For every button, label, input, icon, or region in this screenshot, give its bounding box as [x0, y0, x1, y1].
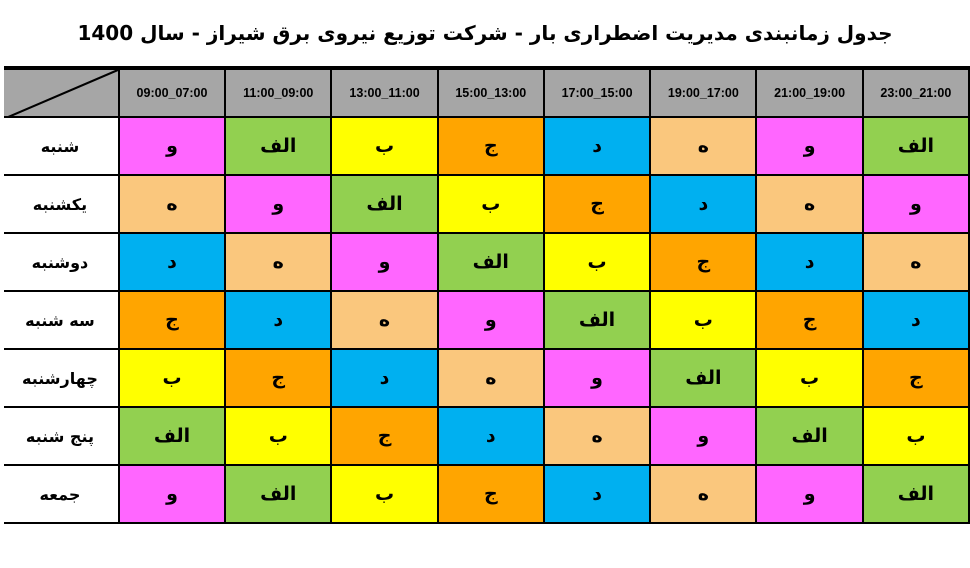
table-row [1, 465, 969, 523]
schedule-cell: الف [119, 407, 225, 465]
schedule-cell: ج [544, 175, 650, 233]
corner-header-cell [1, 69, 119, 117]
table-row [1, 349, 969, 407]
schedule-cell: ج [438, 465, 544, 523]
schedule-cell: الف [544, 291, 650, 349]
schedule-cell: ب [119, 349, 225, 407]
schedule-cell: الف [225, 117, 331, 175]
day-label: جمعه [1, 465, 119, 523]
table-row [1, 291, 969, 349]
day-label: پنج شنبه [1, 407, 119, 465]
schedule-cell: الف [225, 465, 331, 523]
schedule-cell: و [438, 291, 544, 349]
time-header-5: 11:00_13:00 [331, 69, 437, 117]
schedule-cell: و [119, 465, 225, 523]
time-header-6: 09:00_11:00 [225, 69, 331, 117]
schedule-cell: ب [225, 407, 331, 465]
time-header-0: 21:00_23:00 [863, 69, 969, 117]
schedule-cell: و [756, 117, 862, 175]
schedule-cell: ب [544, 233, 650, 291]
schedule-cell: د [438, 407, 544, 465]
schedule-cell: و [544, 349, 650, 407]
schedule-cell: د [756, 233, 862, 291]
schedule-cell: ه [119, 175, 225, 233]
schedule-cell: و [756, 465, 862, 523]
diagonal-divider-icon [2, 70, 118, 117]
schedule-cell: الف [863, 465, 969, 523]
day-label: سه شنبه [1, 291, 119, 349]
page-right-edge [0, 0, 4, 568]
schedule-cell: ج [650, 233, 756, 291]
schedule-cell: ه [650, 117, 756, 175]
schedule-cell: د [331, 349, 437, 407]
schedule-cell: د [119, 233, 225, 291]
schedule-cell: ب [650, 291, 756, 349]
table-header [1, 69, 969, 117]
table-row [1, 117, 969, 175]
schedule-cell: و [331, 233, 437, 291]
day-label: دوشنبه [1, 233, 119, 291]
schedule-cell: ج [119, 291, 225, 349]
schedule-cell: ب [331, 117, 437, 175]
schedule-cell: الف [650, 349, 756, 407]
schedule-cell: د [225, 291, 331, 349]
schedule-cell: ب [331, 465, 437, 523]
schedule-cell: د [650, 175, 756, 233]
schedule-cell: و [650, 407, 756, 465]
load-shedding-schedule-table [0, 68, 970, 524]
schedule-cell: و [119, 117, 225, 175]
schedule-cell: ج [863, 349, 969, 407]
schedule-cell: ج [331, 407, 437, 465]
schedule-cell: ه [225, 233, 331, 291]
schedule-cell: ب [438, 175, 544, 233]
table-row [1, 233, 969, 291]
table-row [1, 175, 969, 233]
time-header-4: 13:00_15:00 [438, 69, 544, 117]
time-header-1: 19:00_21:00 [756, 69, 862, 117]
schedule-cell: و [863, 175, 969, 233]
table-body [1, 117, 969, 523]
schedule-cell: الف [863, 117, 969, 175]
day-label: یکشنبه [1, 175, 119, 233]
schedule-cell: الف [438, 233, 544, 291]
schedule-cell: ج [756, 291, 862, 349]
schedule-cell: الف [331, 175, 437, 233]
schedule-cell: و [225, 175, 331, 233]
schedule-cell: د [863, 291, 969, 349]
schedule-cell: ه [756, 175, 862, 233]
schedule-cell: ه [863, 233, 969, 291]
schedule-cell: د [544, 117, 650, 175]
schedule-cell: ه [438, 349, 544, 407]
schedule-cell: ج [438, 117, 544, 175]
schedule-cell: الف [756, 407, 862, 465]
page-title: جدول زمانبندی مدیریت اضطراری بار - شرکت توزیع نیروی برق شیراز - سال 1400 [77, 21, 893, 45]
time-header-3: 15:00_17:00 [544, 69, 650, 117]
day-label: شنبه [1, 117, 119, 175]
day-label: چهارشنبه [1, 349, 119, 407]
table-row [1, 407, 969, 465]
schedule-cell: ه [650, 465, 756, 523]
time-header-7: 07:00_09:00 [119, 69, 225, 117]
table-header-row [1, 69, 969, 117]
schedule-cell: ج [225, 349, 331, 407]
schedule-cell: د [544, 465, 650, 523]
schedule-cell: ب [756, 349, 862, 407]
schedule-cell: ب [863, 407, 969, 465]
schedule-cell: ه [544, 407, 650, 465]
schedule-cell: ه [331, 291, 437, 349]
document-title-bar [0, 0, 970, 68]
time-header-2: 17:00_19:00 [650, 69, 756, 117]
